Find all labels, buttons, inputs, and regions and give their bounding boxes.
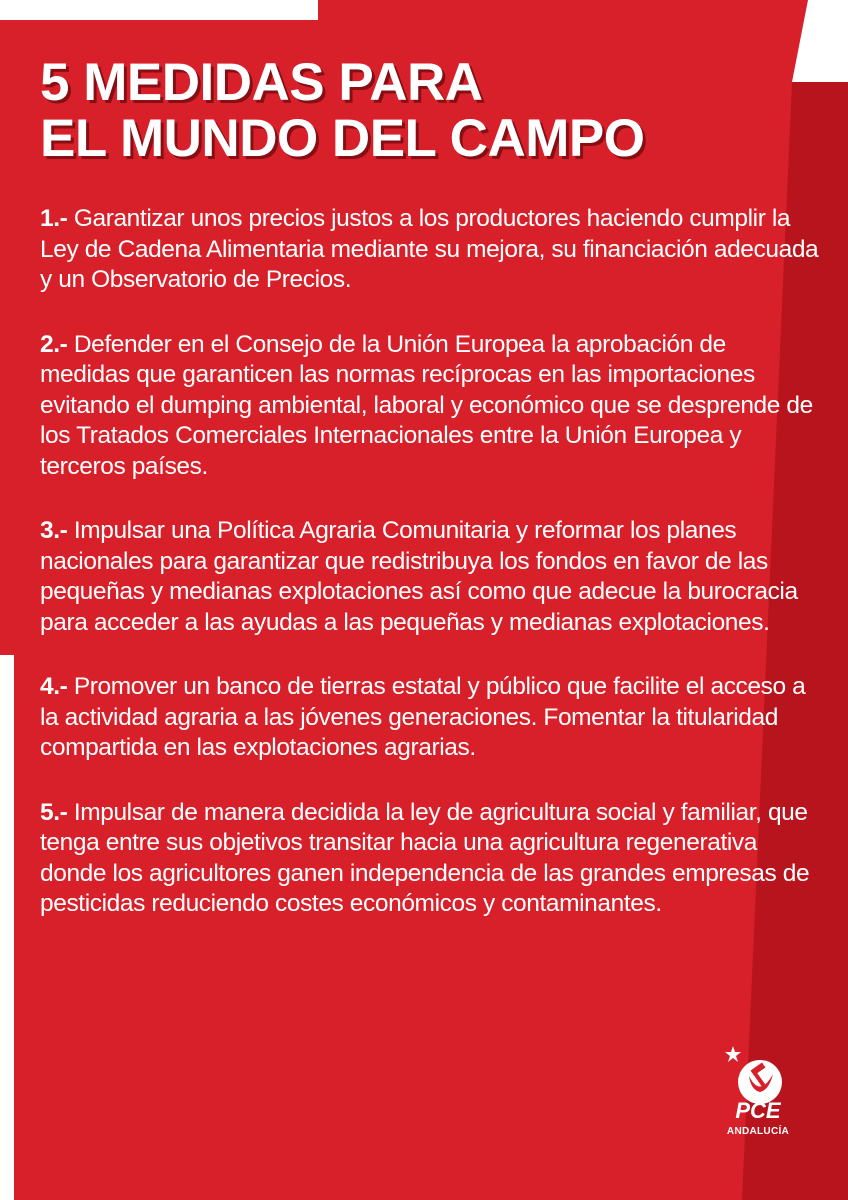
- measure-3: [40, 516, 820, 638]
- measure-4: [40, 672, 820, 764]
- measure-5: [40, 798, 820, 920]
- measure-text: Impulsar de manera decidida la ley de agricultura social y familiar, que tenga entre sus objetivos transitar hacia una agricultura regenerativa donde los agricultores ganen independencia de las grandes empresas de pesticidas reduciendo costes económicos y contaminantes.: [40, 798, 810, 917]
- measures-list: [40, 204, 820, 954]
- measure-1: [40, 204, 820, 296]
- measure-number: 5.-: [40, 798, 68, 826]
- measure-number: 4.-: [40, 673, 68, 700]
- logo-letters: PCE: [735, 1098, 781, 1123]
- top-white-band: [0, 0, 318, 20]
- title-line-1: 5 MEDIDAS PARA: [40, 53, 483, 112]
- measure-text: Impulsar una Política Agraria Comunitaria y reformar los planes nacionales para garantizar que redistribuya los fondos en favor de las pequeñas y medianas explotaciones así como que adecue la burocracia para acceder a las ayudas a las pequeñas y medianas explotaciones.: [40, 517, 798, 636]
- measure-number: 1.-: [40, 205, 68, 232]
- star-icon: [725, 1046, 741, 1062]
- measure-text: Garantizar unos precios justos a los productores haciendo cumplir la Ley de Cadena Alimentaria mediante su mejora, su financiación adecuada y un Observatorio de Precios.: [40, 205, 819, 293]
- measure-text: Promover un banco de tierras estatal y público que facilite el acceso a la actividad agraria a las jóvenes generaciones. Fomentar la titularidad compartida en las explotaciones agrarias.: [40, 673, 806, 761]
- measure-number: 2.-: [40, 330, 68, 358]
- logo-region-label: ANDALUCÍA: [726, 1126, 790, 1137]
- measure-2: [40, 330, 820, 483]
- title-line-2: EL MUNDO DEL CAMPO: [40, 109, 645, 168]
- measure-number: 3.-: [40, 517, 68, 544]
- measure-text: Defender en el Consejo de la Unión Europea la aprobación de medidas que garanticen las normas recíprocas en las importaciones evitando el dumping ambiental, laboral y económico que se desprende de los Tratados Comerciales Internacionales entre la Unión Europea y terceros países.: [40, 330, 813, 480]
- page-title: [40, 55, 644, 167]
- left-white-strip: [0, 655, 14, 1200]
